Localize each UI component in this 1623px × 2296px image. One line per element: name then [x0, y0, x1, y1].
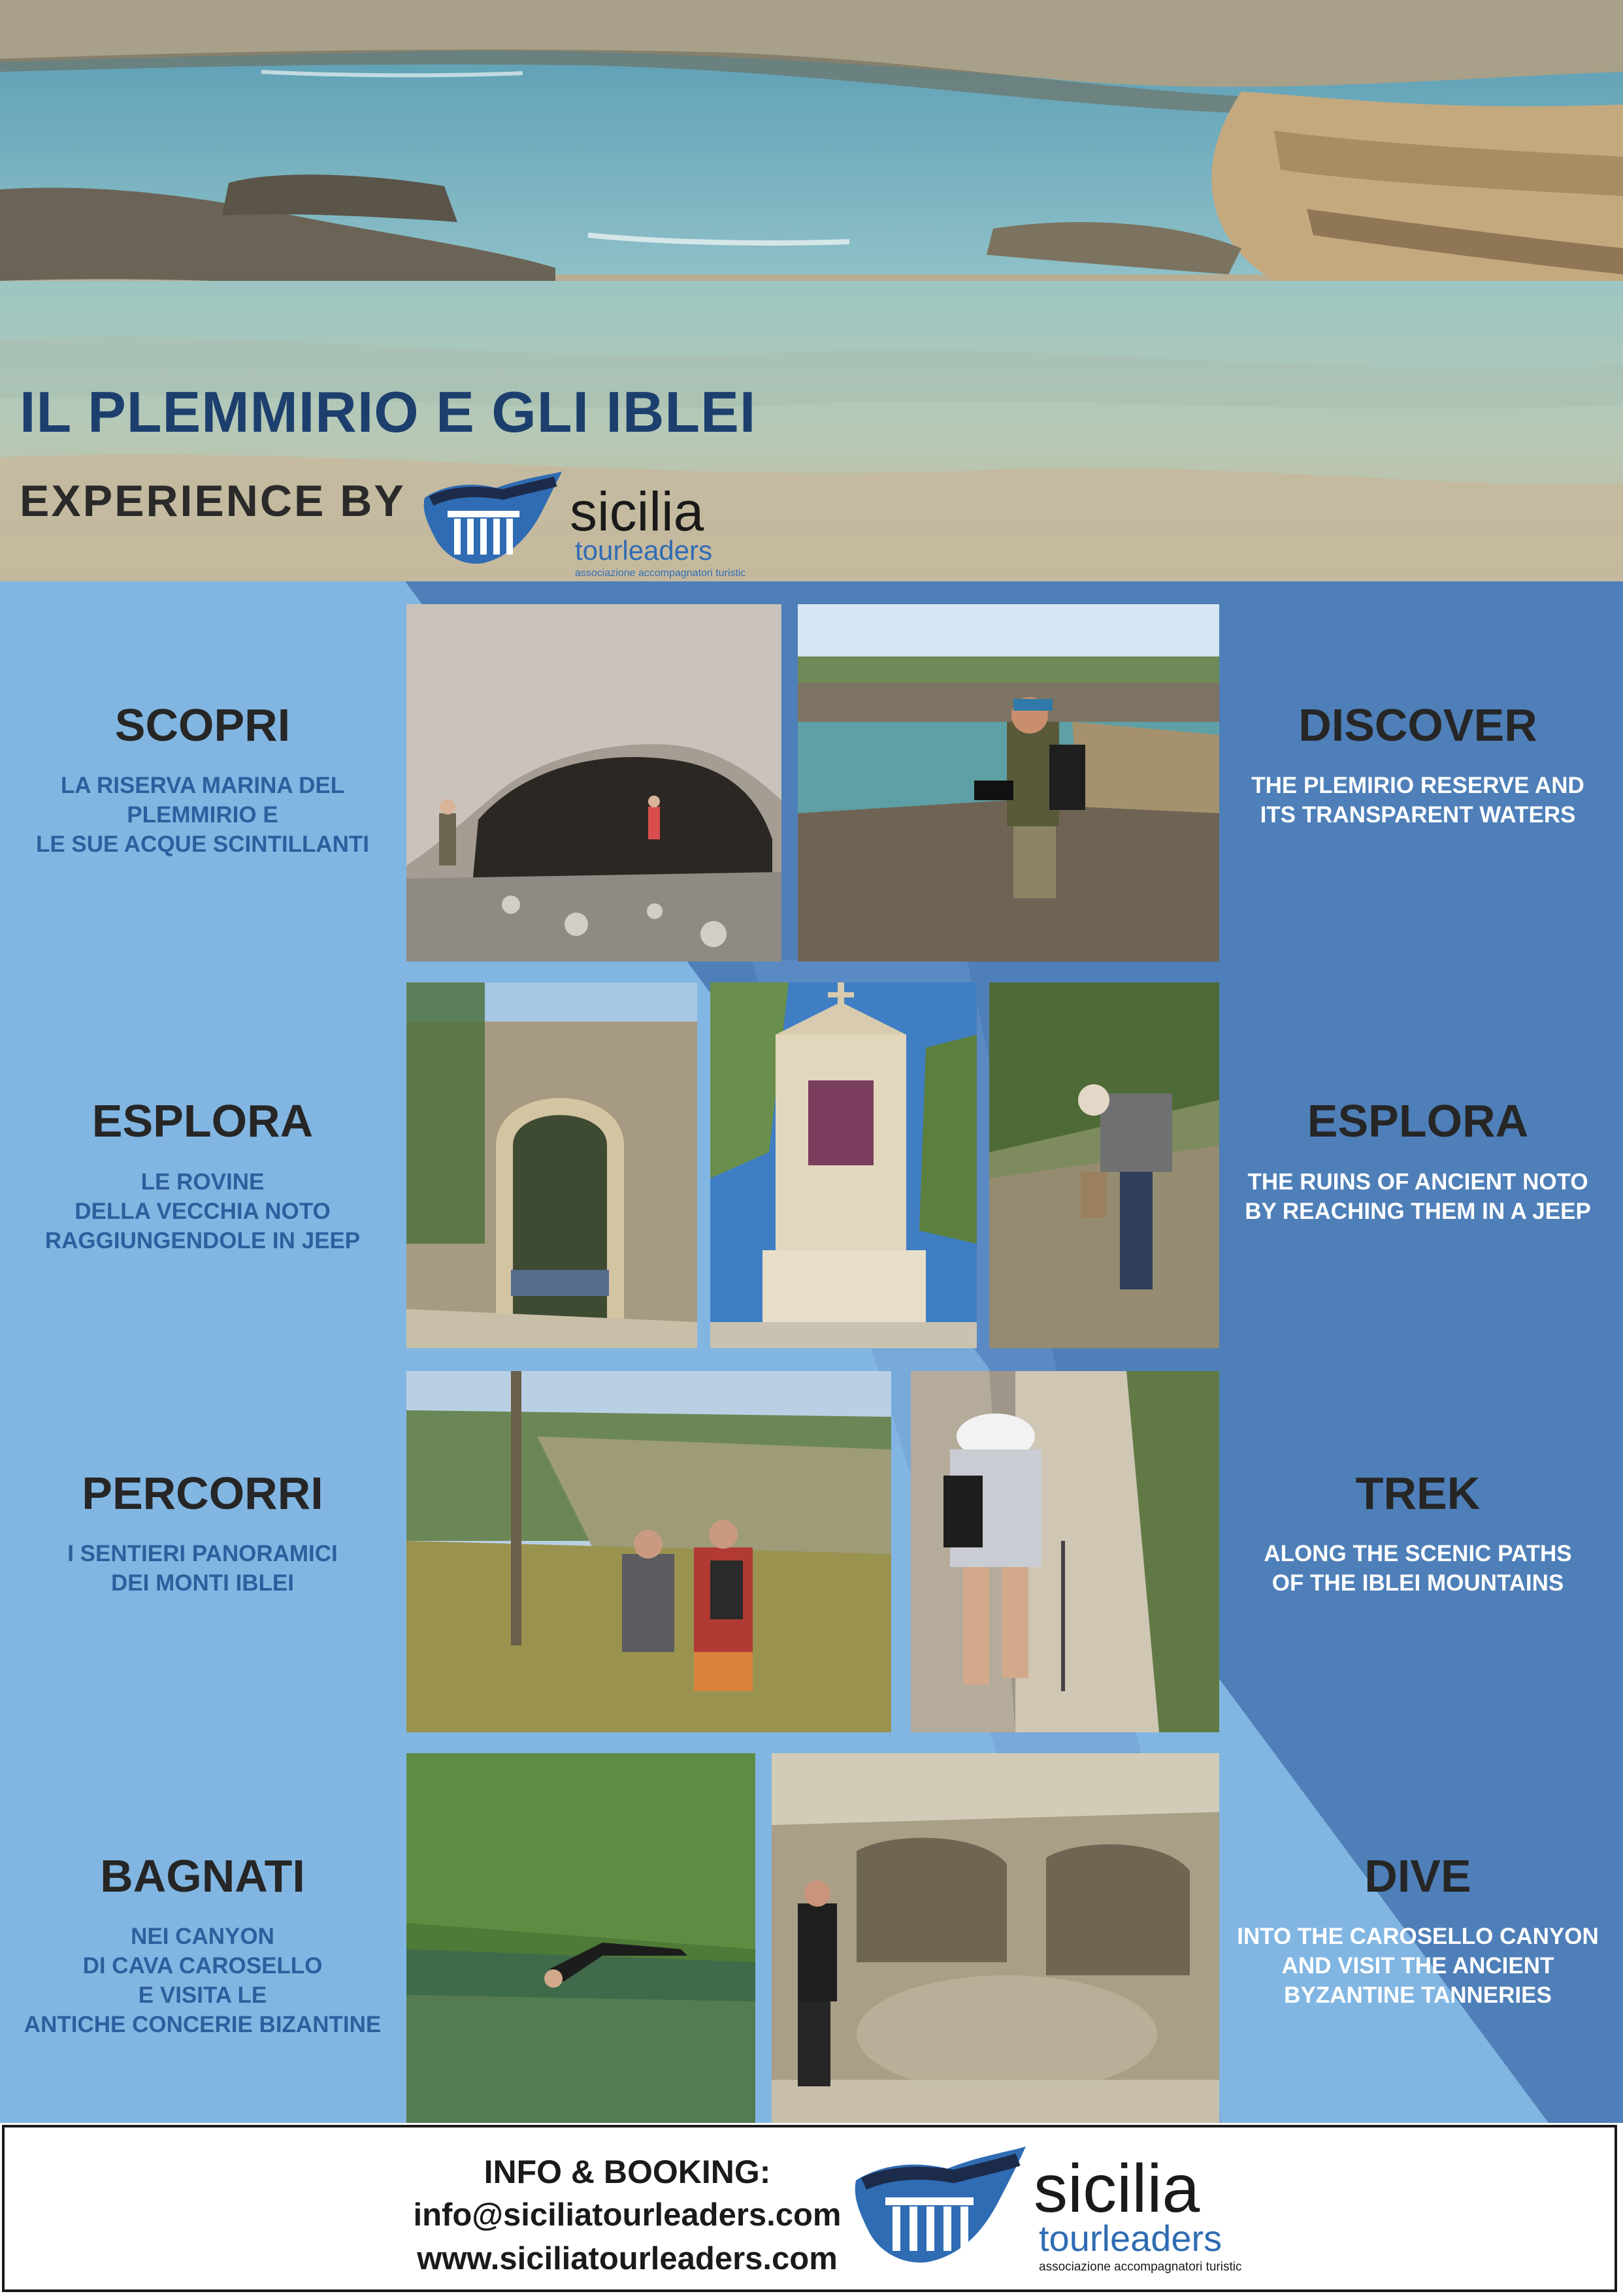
- website-link[interactable]: www.siciliatourleaders.com: [417, 2241, 838, 2276]
- heading-en-4: DIVE: [1364, 1851, 1471, 1901]
- desc-line: DI CAVA CAROSELLO: [82, 1953, 323, 1979]
- desc-line: PLEMMIRIO E: [127, 802, 278, 828]
- logo-text: sicilia: [570, 481, 704, 542]
- heading-it-2: ESPLORA: [91, 1095, 314, 1146]
- footer-logo: [849, 2135, 1241, 2285]
- valley-hikers-photo: [406, 1371, 891, 1732]
- shrine-photo: [710, 982, 977, 1348]
- page-title: IL PLEMMIRIO E GLI IBLEI: [20, 380, 757, 444]
- river-dive-photo: [406, 1753, 755, 2123]
- heading-it-3: PERCORRI: [82, 1468, 323, 1519]
- desc-line: INTO THE CAROSELLO CANYON: [1237, 1924, 1599, 1949]
- desc-line: LE ROVINE: [140, 1169, 265, 1195]
- desc-it-3: [20, 1539, 385, 1598]
- desc-line: DELLA VECCHIA NOTO: [74, 1199, 331, 1224]
- heading-en-2: ESPLORA: [1307, 1095, 1529, 1146]
- desc-line: BYZANTINE TANNERIES: [1284, 1982, 1552, 2008]
- email-link[interactable]: info@siciliatourleaders.com: [413, 2197, 842, 2233]
- logo-mark: [849, 2135, 1241, 2285]
- desc-line: BY REACHING THEM IN A JEEP: [1245, 1199, 1591, 1224]
- desc-it-1: [20, 771, 385, 859]
- desc-line: RAGGIUNGENDOLE IN JEEP: [44, 1228, 361, 1253]
- logo-subtext: tourleaders: [575, 535, 713, 566]
- heading-en-1: DISCOVER: [1298, 700, 1537, 751]
- cave-photo: [406, 604, 781, 962]
- desc-en-2: [1222, 1167, 1614, 1226]
- logo-mark: [418, 465, 745, 583]
- activities-section: [0, 581, 1623, 2123]
- stairs-hiker-photo: [911, 1371, 1219, 1732]
- desc-line: OF THE IBLEI MOUNTAINS: [1271, 1570, 1564, 1596]
- info-booking-title: INFO & BOOKING:: [484, 2154, 771, 2190]
- heading-en-3: TREK: [1355, 1468, 1481, 1519]
- photographer-reef-photo: [798, 604, 1219, 962]
- desc-en-3: [1222, 1539, 1614, 1598]
- desc-en-4: [1222, 1922, 1614, 2010]
- desc-line: ALONG THE SCENIC PATHS: [1264, 1541, 1572, 1566]
- logo-text: sicilia: [1034, 2151, 1200, 2227]
- heading-it-1: SCOPRI: [114, 700, 291, 751]
- desc-line: LE SUE ACQUE SCINTILLANTI: [35, 832, 370, 857]
- tanneries-photo: [772, 1753, 1219, 2123]
- desc-line: LA RISERVA MARINA DEL: [60, 773, 345, 798]
- desc-line: AND VISIT THE ANCIENT: [1281, 1953, 1554, 1979]
- desc-line: ANTICHE CONCERIE BIZANTINE: [24, 2012, 382, 2037]
- desc-line: ITS TRANSPARENT WATERS: [1260, 802, 1576, 828]
- logo-subtext: tourleaders: [1039, 2218, 1222, 2259]
- experience-by-label: EXPERIENCE BY: [20, 476, 406, 526]
- desc-line: I SENTIERI PANORAMICI: [67, 1541, 338, 1566]
- desc-line: THE RUINS OF ANCIENT NOTO: [1247, 1169, 1588, 1195]
- logo-tagline: associazione accompagnatori turistici: [575, 568, 745, 579]
- logo-tagline: associazione accompagnatori turistici: [1039, 2260, 1241, 2274]
- desc-line: DEI MONTI IBLEI: [111, 1570, 294, 1596]
- desc-en-1: [1222, 771, 1614, 830]
- hiker-slope-photo: [989, 982, 1219, 1348]
- desc-line: THE PLEMIRIO RESERVE AND: [1251, 773, 1584, 798]
- sicilia-tourleaders-logo: [418, 465, 745, 583]
- heading-it-4: BAGNATI: [100, 1851, 305, 1901]
- desc-line: E VISITA LE: [138, 1982, 267, 2008]
- desc-line: NEI CANYON: [131, 1924, 274, 1949]
- desc-it-2: [20, 1167, 385, 1255]
- stone-arch-photo: [406, 982, 697, 1348]
- desc-it-4: [0, 1922, 405, 2039]
